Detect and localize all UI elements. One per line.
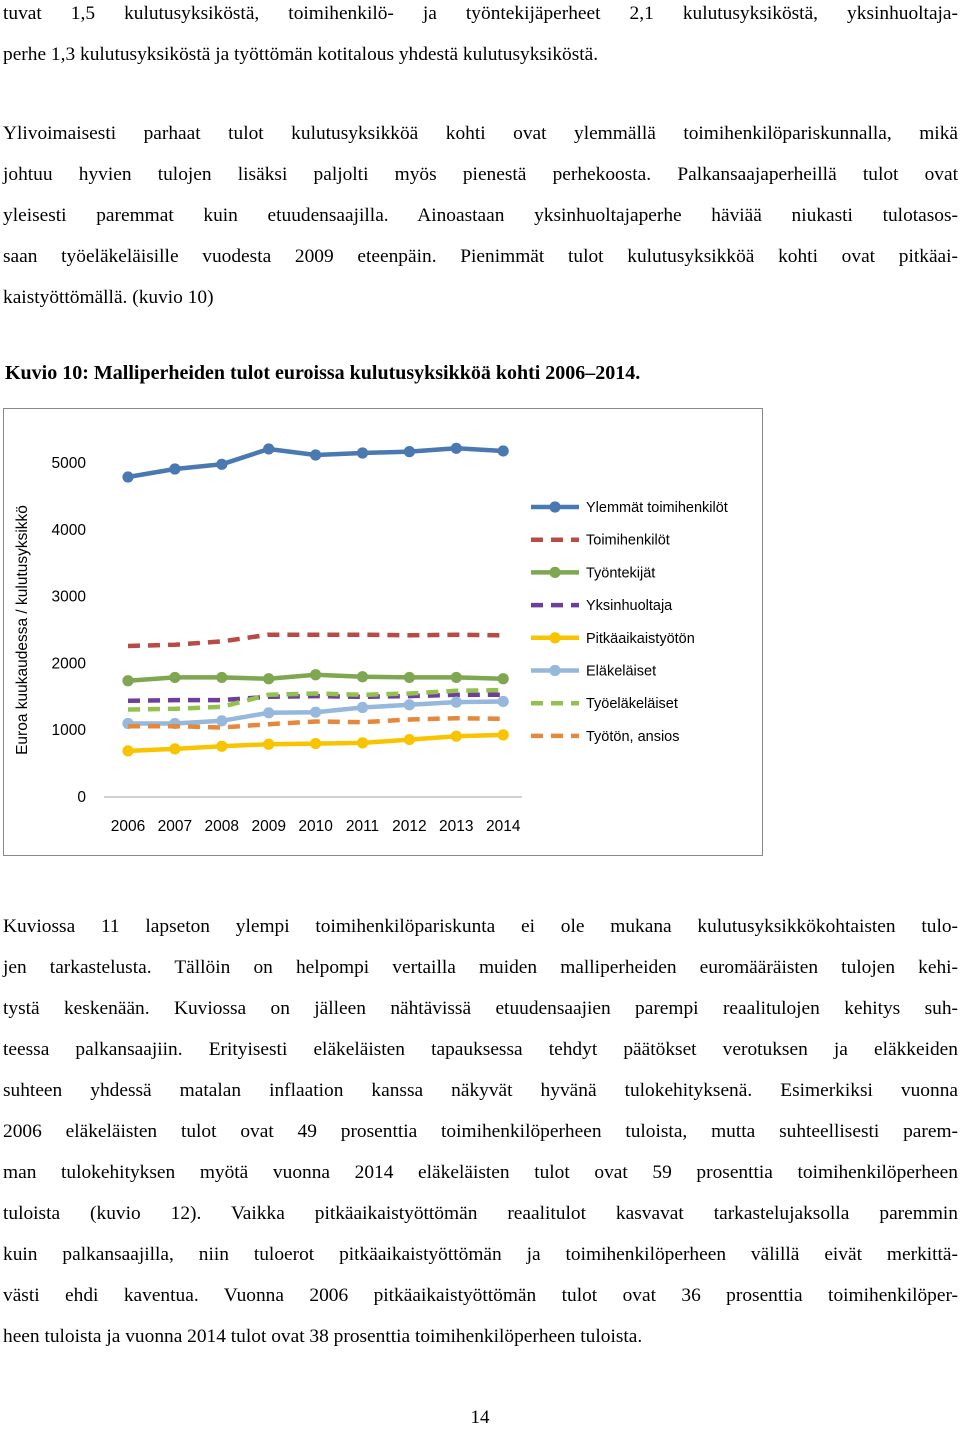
text-line: tystä keskenään. Kuviossa on jälleen nähtävissä etuudensaajien parempi reaalitulojen kehitys suh- [3,998,958,1019]
text-line: Ylivoimaisesti parhaat tulot kulutusyksikköä kohti ovat ylemmällä toimihenkilöpariskunnalla, mikä [3,123,958,144]
data-point [451,672,462,683]
x-tick-label: 2010 [298,818,333,835]
x-tick-label: 2006 [110,818,146,835]
legend-marker [549,567,560,578]
data-point [357,447,368,458]
legend-marker [549,665,560,676]
data-point [169,463,180,474]
text-line: teessa palkansaajiin. Erityisesti eläkeläisten tapauksessa tehdyt päätökset verotuksen ja eläkkeiden [3,1039,958,1060]
text-line: västi ehdi kaventua. Vuonna 2006 pitkäaikaistyöttömän tulot ovat 36 prosenttia toimihenkilöper- [3,1285,958,1306]
y-tick-label: 5000 [51,455,86,472]
data-point [451,731,462,742]
legend-label: Ylemmät toimihenkilöt [586,500,728,516]
x-tick-label: 2014 [485,818,521,835]
y-tick-label: 2000 [51,655,86,673]
x-tick-label: 2013 [439,818,474,835]
text-line: perhe 1,3 kulutusyksiköstä ja työttömän kotitalous yhdestä kulutusyksiköstä. [3,44,599,65]
body-paragraph [3,113,958,318]
data-point [498,696,509,707]
data-point [122,745,133,756]
legend-label: Työntekijät [586,565,656,582]
data-point [310,449,321,460]
text-line: tuloista (kuvio 12). Vaikka pitkäaikaistyöttömän reaalitulot kasvavat tarkastelujaksolla paremmin [3,1203,958,1224]
y-tick-label: 1000 [51,722,86,740]
data-point [310,669,321,680]
text-line: Kuviossa 11 lapseton ylempi toimihenkilöpariskunta ei ole mukana kulutusyksikkökohtaisten tulo- [3,916,958,937]
text-line: saan työeläkeläisille vuodesta 2009 eteenpäin. Pienimmät tulot kulutusyksikköä kohti ovat pitkäai- [3,246,958,267]
data-point [216,741,227,752]
data-point [216,459,227,470]
legend-label: Työeläkeläiset [586,696,678,713]
y-tick-label: 0 [77,789,86,806]
text-line: jen tarkastelusta. Tällöin on helpompi vertailla muiden malliperheiden euromääräisten tulojen kehi- [3,957,958,978]
data-point [216,672,227,683]
figure-caption: Kuvio 10: Malliperheiden tulot euroissa kulutusyksikköä kohti 2006–2014. [5,362,641,384]
data-point [404,699,415,710]
text-line: kaistyöttömällä. (kuvio 10) [3,287,214,308]
text-line: suhteen yhdessä matalan inflaation kanssa näkyvät hyvänä tulokehityksenä. Esimerkiksi vuonna [3,1080,958,1101]
data-point [404,672,415,683]
data-point [498,445,509,456]
x-tick-label: 2007 [157,818,193,835]
x-tick-label: 2009 [251,818,286,835]
x-tick-label: 2011 [345,818,380,835]
data-point [357,671,368,682]
text-line: kuin palkansaajilla, niin tuloerot pitkäaikaistyöttömän ja toimihenkilöperheen välillä eivät merkittä- [3,1244,958,1265]
data-point [451,443,462,454]
legend-marker [549,501,560,512]
intro-paragraph [3,0,958,75]
legend-marker [549,632,560,643]
text-line: man tulokehityksen myötä vuonna 2014 eläkeläisten tulot ovat 59 prosenttia toimihenkilöperheen [3,1162,958,1183]
legend-label: Pitkäaikaistyötön [586,630,695,647]
y-tick-label: 4000 [51,521,86,539]
legend-label: Toimihenkilöt [586,532,670,549]
text-line: johtuu hyvien tulojen lisäksi paljolti myös pienestä perhekoosta. Palkansaajaperheillä tulot ovat [3,164,958,185]
data-point [451,697,462,708]
legend-label: Eläkeläiset [586,663,657,680]
data-point [263,443,274,454]
legend-label: Työtön, ansios [586,728,680,745]
page-number: 14 [470,1407,490,1428]
data-point [498,673,509,684]
y-axis-title: Euroa kuukaudessa / kulutusyksikkö [14,505,31,755]
data-point [169,672,180,683]
data-point [122,471,133,482]
data-point [263,739,274,750]
data-point [263,673,274,684]
line-chart [3,408,763,856]
data-point [216,715,227,726]
data-point [122,675,133,686]
chart-canvas [4,409,762,855]
body-paragraph [3,906,958,1357]
text-line: tuvat 1,5 kulutusyksiköstä, toimihenkilö- ja työntekijäperheet 2,1 kulutusyksiköstä, yksinhuoltaja- [3,3,958,24]
y-tick-label: 3000 [51,588,86,606]
data-point [310,707,321,718]
data-point [263,707,274,718]
x-tick-label: 2012 [392,818,427,835]
data-point [357,702,368,713]
data-point [498,729,509,740]
data-point [357,737,368,748]
data-point [310,738,321,749]
x-tick-label: 2008 [204,818,240,835]
text-line: yleisesti paremmat kuin etuudensaajilla. Ainoastaan yksinhuoltajaperhe häviää niukasti tulotasos- [3,205,958,226]
legend-label: Yksinhuoltaja [586,598,673,615]
data-point [404,734,415,745]
data-point [404,446,415,457]
text-line: 2006 eläkeläisten tulot ovat 49 prosenttia toimihenkilöperheen tuloista, mutta suhteellisesti parem- [3,1121,958,1142]
series-line [128,635,503,646]
data-point [169,743,180,754]
text-line: heen tuloista ja vuonna 2014 tulot ovat 38 prosenttia toimihenkilöperheen tuloista. [3,1326,643,1347]
